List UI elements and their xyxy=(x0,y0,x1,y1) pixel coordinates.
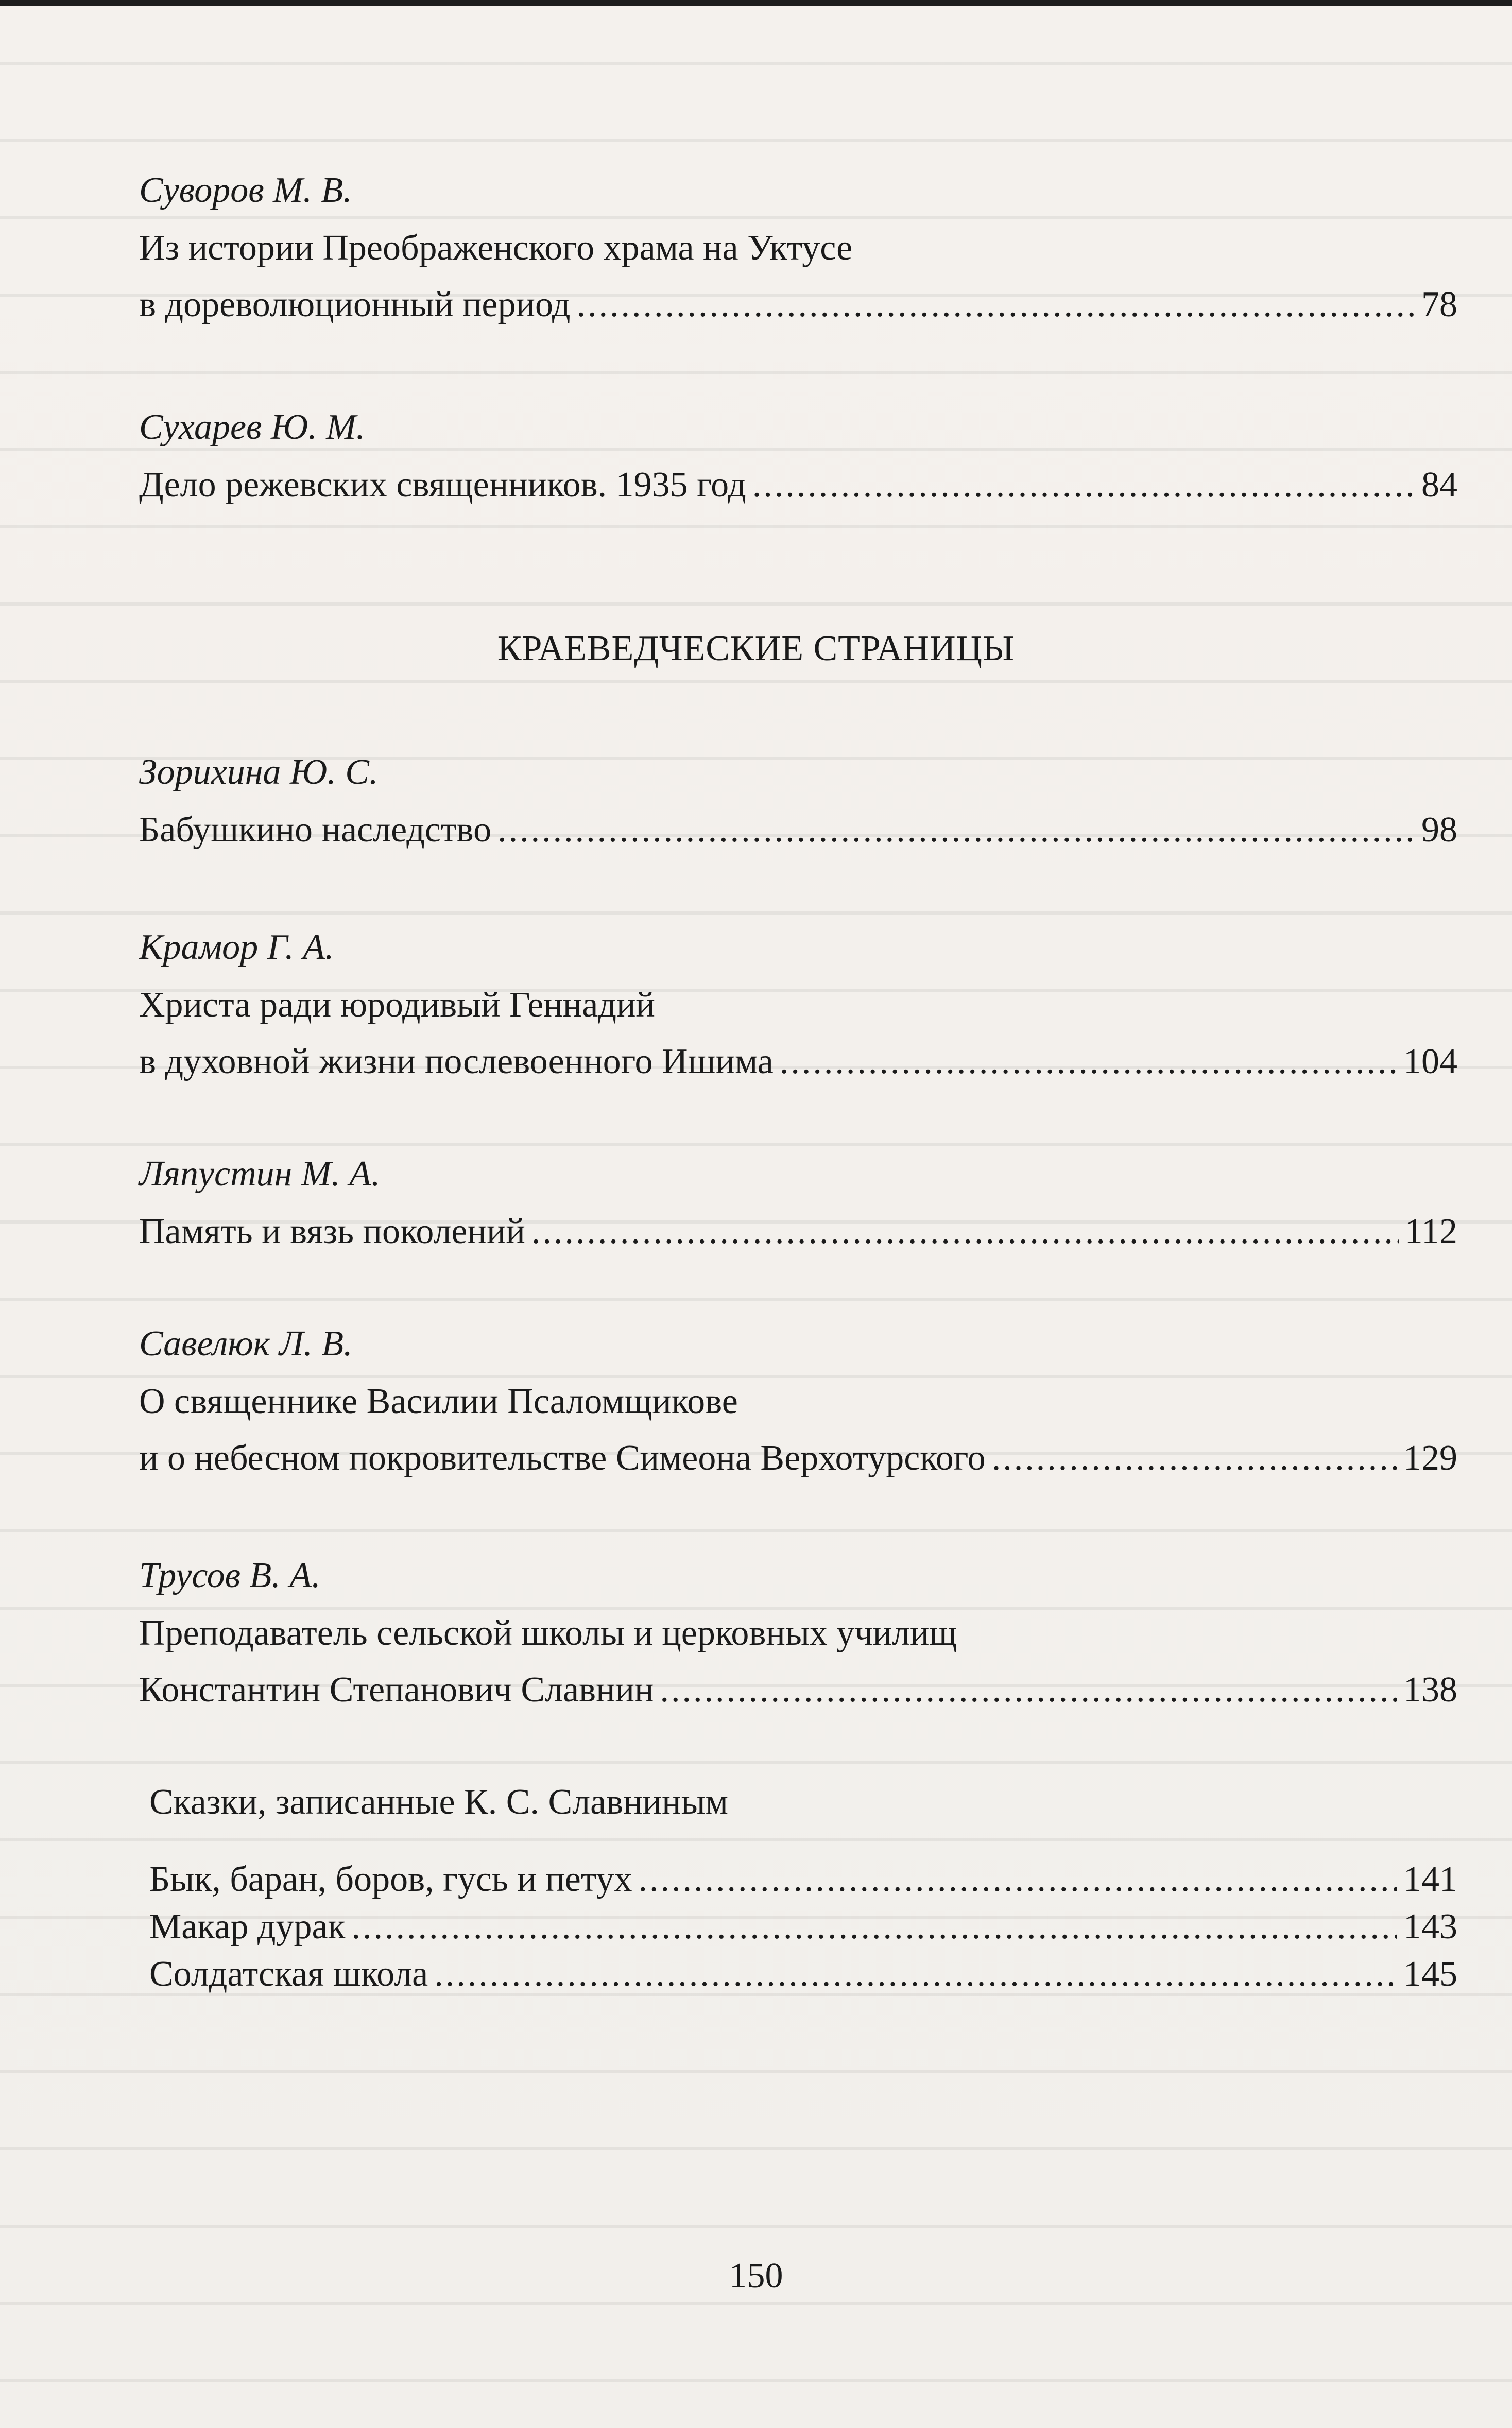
entry-title-line: Преподаватель сельской школы и церковных училищ xyxy=(139,1613,957,1653)
entry-title: в духовной жизни послевоенного Ишима xyxy=(139,1042,774,1081)
tale-item xyxy=(149,1901,1457,1953)
toc-entry xyxy=(139,1550,1457,1716)
tale-item xyxy=(149,1949,1457,2000)
toc-entry xyxy=(139,1318,1457,1484)
entry-title-line: Христа ради юродивый Геннадий xyxy=(139,985,655,1025)
entry-title-last-line xyxy=(139,1206,1457,1258)
tale-title: Бык, баран, боров, гусь и петух xyxy=(149,1859,632,1899)
entry-page: 104 xyxy=(1403,1042,1457,1081)
entry-title-last-line xyxy=(139,804,1457,856)
page-number: 150 xyxy=(729,2256,783,2296)
toc-entry xyxy=(139,1148,1457,1258)
entry-author: Суворов М. В. xyxy=(139,170,352,210)
dot-leader xyxy=(497,804,1415,856)
entry-author: Крамор Г. А. xyxy=(139,927,334,967)
dot-leader xyxy=(660,1664,1397,1716)
entry-page: 129 xyxy=(1403,1438,1457,1478)
tale-title: Макар дурак xyxy=(149,1907,346,1947)
entry-title-line: Из истории Преображенского храма на Уктусе xyxy=(139,228,853,268)
entry-page: 112 xyxy=(1404,1212,1457,1251)
entry-author: Ляпустин М. А. xyxy=(139,1154,381,1194)
entry-title-last-line xyxy=(139,1664,1457,1716)
entry-author: Савелюк Л. В. xyxy=(139,1324,353,1364)
entry-page: 138 xyxy=(1403,1670,1457,1710)
section-heading: КРАЕВЕДЧЕСКИЕ СТРАНИЦЫ xyxy=(497,629,1015,668)
dot-leader xyxy=(434,1949,1397,2000)
dot-leader xyxy=(531,1206,1399,1258)
tale-title: Солдатская школа xyxy=(149,1954,428,1994)
entry-author: Сухарев Ю. М. xyxy=(139,407,366,447)
entry-title: Бабушкино наследство xyxy=(139,810,492,850)
dot-leader xyxy=(577,279,1415,331)
entry-author: Трусов В. А. xyxy=(139,1556,321,1595)
toc-entry xyxy=(139,922,1457,1088)
entry-author: Зорихина Ю. С. xyxy=(139,752,379,792)
entry-title-last-line xyxy=(139,459,1457,511)
tale-page: 145 xyxy=(1403,1954,1457,1994)
tale-item xyxy=(149,1854,1457,1905)
toc-entry xyxy=(139,747,1457,856)
toc-entry xyxy=(139,165,1457,331)
dot-leader xyxy=(352,1901,1397,1953)
tale-page: 143 xyxy=(1403,1907,1457,1947)
entry-title-last-line xyxy=(139,279,1457,331)
dot-leader xyxy=(752,459,1415,511)
toc-entry xyxy=(139,402,1457,511)
entry-title-line: О священнике Василии Псаломщикове xyxy=(139,1382,738,1421)
tales-block xyxy=(149,1777,1457,2000)
dot-leader xyxy=(638,1854,1397,1905)
entry-title-last-line xyxy=(139,1433,1457,1484)
entry-title: и о небесном покровительстве Симеона Верхотурского xyxy=(139,1438,986,1478)
tale-page: 141 xyxy=(1403,1859,1457,1899)
entry-title: Память и вязь поколений xyxy=(139,1212,525,1251)
entry-title: Константин Степанович Славнин xyxy=(139,1670,654,1710)
dot-leader xyxy=(992,1433,1397,1484)
entry-page: 98 xyxy=(1421,810,1457,850)
entry-title: в дореволюционный период xyxy=(139,285,571,324)
entry-title-last-line xyxy=(139,1036,1457,1088)
entry-page: 78 xyxy=(1421,285,1457,324)
dot-leader xyxy=(780,1036,1397,1088)
entry-title: Дело режевских священников. 1935 год xyxy=(139,465,746,505)
entry-page: 84 xyxy=(1421,465,1457,505)
tales-heading: Сказки, записанные К. С. Славниным xyxy=(149,1782,728,1822)
